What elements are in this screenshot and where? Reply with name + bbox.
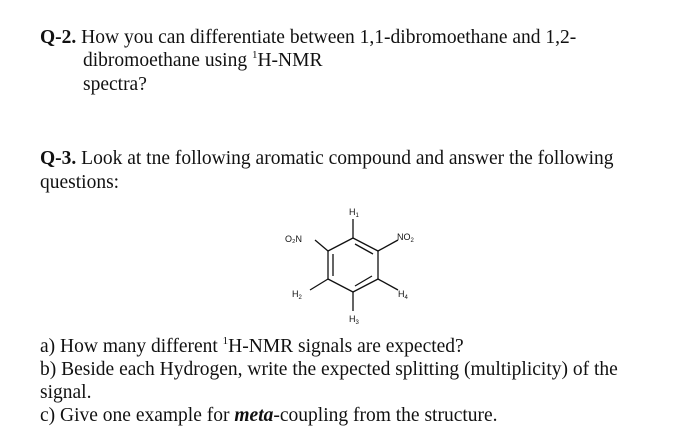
benzene-ring-diagram: [270, 195, 440, 335]
question-a: [40, 336, 464, 360]
question-a-post: H-NMR signals are expected?: [228, 336, 464, 357]
bond-h2: [310, 279, 328, 290]
q2-text-line-2-post: H-NMR: [257, 50, 323, 71]
q3-text-line-1: Look at tne following aromatic compound and answer the following: [76, 148, 614, 169]
question-b-line-1: b) Beside each Hydrogen, write the expected splitting (multiplicity) of the: [40, 359, 618, 380]
label-h3: $H_3$: [349, 314, 359, 326]
q3-line-1: [40, 148, 614, 170]
label-h4: $H_4$: [398, 289, 408, 301]
double-bond-1: [355, 244, 373, 254]
q2-superscript: 1: [251, 49, 258, 61]
q2-line-1: [40, 27, 576, 49]
aromatic-compound-structure: [270, 195, 440, 335]
question-a-pre: a) How many different: [40, 336, 223, 357]
q2-text-line-2-pre: dibromoethane using: [83, 50, 252, 71]
q2-line-3: spectra?: [83, 74, 147, 95]
q2-text-line-1: How you can differentiate between 1,1-dibromoethane and 1,2-: [76, 27, 577, 48]
label-o2n: O₂N: [285, 234, 302, 244]
question-c-meta: meta: [234, 405, 274, 426]
q3-line-2: questions:: [40, 172, 120, 193]
question-b-line-2: signal.: [40, 382, 92, 403]
question-a-superscript: 1: [222, 335, 229, 347]
ring-bonds: [310, 219, 398, 311]
bond-no2: [378, 240, 398, 251]
double-bond-2: [355, 276, 372, 286]
q2-line-2: [83, 50, 322, 74]
label-h2: $H_2$: [292, 289, 302, 301]
question-c-pre: c) Give one example for: [40, 405, 235, 426]
bond-h4: [378, 279, 398, 290]
question-c: [40, 405, 498, 427]
q2-label: Q-2.: [40, 27, 77, 48]
bond-o2n: [315, 240, 328, 251]
label-no2: $NO_2$: [397, 232, 414, 244]
bond-c4-c5: [328, 279, 353, 292]
label-h1: $H_1$: [349, 207, 359, 219]
question-c-post: -coupling from the structure.: [273, 405, 498, 426]
bond-c6-c1: [328, 238, 353, 251]
q3-label: Q-3.: [40, 148, 77, 169]
